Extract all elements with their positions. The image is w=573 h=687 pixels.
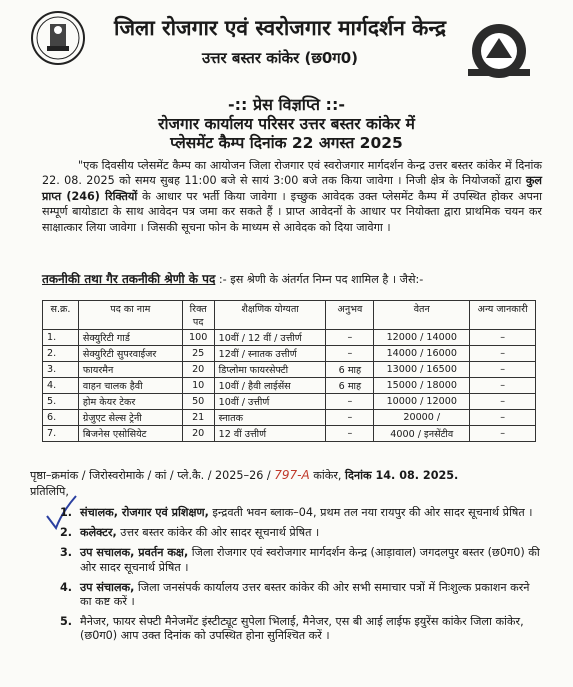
table-cell: 25 — [182, 346, 214, 362]
table-cell: 13000 / 16500 — [374, 362, 470, 378]
section-label: तकनीकी तथा गैर तकनीकी श्रेणी के पद — [42, 272, 216, 286]
table-cell: – — [470, 394, 536, 410]
table-row — [43, 362, 536, 378]
table-cell: बिजनेस एसोसियेट — [78, 426, 182, 442]
table-cell: सेक्युरिटी सुपरवाईजर — [78, 346, 182, 362]
table-row — [43, 330, 536, 346]
table-cell: फायरमैन — [78, 362, 182, 378]
list-item-text: इन्द्रवती भवन ब्लाक–04, प्रथम तल नया रायपुर की ओर सादर सूचनार्थ प्रेषित । — [208, 506, 533, 519]
employment-department-logo-icon — [462, 22, 536, 80]
table-cell: – — [326, 426, 374, 442]
header-other-info: अन्य जानकारी — [470, 301, 536, 330]
table-cell: 7. — [43, 426, 79, 442]
table-cell: 6 माह — [326, 362, 374, 378]
table-cell: 2. — [43, 346, 79, 362]
table-cell: 100 — [182, 330, 214, 346]
table-cell: 4000 / इनसेंटीव — [374, 426, 470, 442]
list-item-recipient: उप संचालक, — [80, 580, 135, 594]
list-item — [60, 546, 540, 574]
list-item — [60, 581, 540, 609]
table-cell: 12000 / 14000 — [374, 330, 470, 346]
table-cell: 20000 / — [374, 410, 470, 426]
table-cell: 12वीं / स्नातक उत्तीर्ण — [214, 346, 326, 362]
table-cell: – — [326, 394, 374, 410]
organization-name: जिला रोजगार एवं स्वरोजगार मार्गदर्शन केन्द्र — [114, 16, 446, 40]
table-cell: 12 वीं उत्तीर्ण — [214, 426, 326, 442]
table-cell: डिप्लोमा फायरसेफ्टी — [214, 362, 326, 378]
table-cell: 20 — [182, 426, 214, 442]
header-qualification: शैक्षणिक योग्यता — [214, 301, 326, 330]
table-cell: 10 — [182, 378, 214, 394]
table-cell: – — [470, 426, 536, 442]
heading-line-1: रोजगार कार्यालय परिसर उत्तर बस्तर कांकेर में — [158, 115, 415, 133]
table-cell: 21 — [182, 410, 214, 426]
table-cell: होम केयर टेकर — [78, 394, 182, 410]
heading-line-2: प्लेसमेंट कैम्प दिनांक 22 अगस्त 2025 — [170, 134, 403, 152]
body-paragraph — [42, 158, 542, 235]
paragraph-bold-vacancies: कुल प्राप्त (246) रिक्तियों — [42, 174, 542, 203]
table-cell: स्नातक — [214, 410, 326, 426]
table-row — [43, 346, 536, 362]
header-experience: अनुभव — [326, 301, 374, 330]
table-cell: – — [326, 410, 374, 426]
section-heading — [42, 270, 542, 287]
header-salary: वेतन — [374, 301, 470, 330]
table-cell: 10वीं / हैवी लाईसेंस — [214, 378, 326, 394]
table-cell: – — [326, 330, 374, 346]
list-item — [60, 526, 540, 540]
list-item-text: मैनेजर, फायर सेफ्टी मैनेजमेंट इंस्टीट्यूट सुपेला भिलाई, मैनेजर, एस बी आई लाईफ इयुरेंस कांकेर जिला कांकेर, (छ0ग0) आप उक्त दिनांक को उपस्थित होना सुनिश्चित करें । — [80, 615, 524, 643]
header-serial: स.क्र. — [43, 301, 79, 330]
table-cell: 50 — [182, 394, 214, 410]
table-cell: – — [470, 410, 536, 426]
table-row — [43, 394, 536, 410]
reference-date: दिनांक 14. 08. 2025. — [345, 469, 459, 482]
handwritten-dispatch-number: 797-A — [274, 468, 310, 482]
table-cell: – — [470, 330, 536, 346]
list-item-text: उत्तर बस्तर कांकेर की ओर सादर सूचनार्थ प्रेषित । — [116, 526, 320, 540]
press-release-title: -:: प्रेस विज्ञप्ति ::- — [228, 95, 345, 114]
table-cell: 5. — [43, 394, 79, 410]
table-cell: – — [470, 362, 536, 378]
table-cell: 6 माह — [326, 378, 374, 394]
list-item-number: 3. — [60, 546, 73, 560]
state-emblem-icon — [30, 10, 86, 66]
table-cell: 14000 / 16000 — [374, 346, 470, 362]
copy-to-label: प्रतिलिपि, — [30, 485, 69, 498]
list-item-number: 1. — [60, 506, 73, 519]
table-cell: – — [470, 346, 536, 362]
reference-line — [30, 468, 550, 483]
list-item — [60, 615, 540, 643]
reference-place: कांकेर, — [313, 469, 342, 482]
header-post-name: पद का नाम — [78, 301, 182, 330]
list-item-number: 4. — [60, 580, 73, 594]
table-header-row — [43, 301, 536, 330]
table-cell: 4. — [43, 378, 79, 394]
list-item-recipient: उप सचालक, प्रवर्तन कक्ष, — [80, 546, 189, 560]
list-item-number: 5. — [60, 615, 73, 629]
job-vacancy-table — [42, 300, 536, 442]
list-item-recipient: कलेक्टर, — [80, 526, 117, 540]
table-cell: – — [326, 346, 374, 362]
table-cell: 6. — [43, 410, 79, 426]
table-cell: सेक्युरिटी गार्ड — [78, 330, 182, 346]
table-cell: 10000 / 12000 — [374, 394, 470, 410]
organization-place: उत्तर बस्तर कांकेर (छ0ग0) — [201, 49, 359, 67]
paragraph-text-1: "एक दिवसीय प्लेसमेंट कैम्प का आयोजन जिला रोजगार एवं स्वरोजगार मार्गदर्शन केन्द्र उत्तर बस्तर कांकेर में दिनांक 22. 08. 2025 को समय सुबह 11:00 बजे से सायं 3:00 बजे तक किया जावेगा । निजी क्षेत्र के नियोजकों द्वारा — [42, 159, 542, 188]
list-item-number: 2. — [60, 526, 73, 540]
list-item — [60, 506, 540, 520]
section-text: :- इस श्रेणी के अंतर्गत निम्न पद शामिल है । जैसे:- — [218, 273, 424, 286]
table-cell: 3. — [43, 362, 79, 378]
list-item-text: जिला जनसंपर्क कार्यालय उत्तर बस्तर कांकेर की ओर सभी समाचार पत्रों में निःशुल्क प्रकाशन करने का कष्ट करें । — [80, 580, 530, 609]
table-row — [43, 410, 536, 426]
table-cell: – — [470, 378, 536, 394]
paragraph-text-2: के आधार पर भर्ती किया जावेगा । इच्छुक आवेदक उक्त प्लेसमेंट कैम्प में उपस्थित होकर अपना सम्पूर्ण बायोडाटा के साथ आवेदन पत्र जमा कर सकते हैं । प्राप्त आवेदनों के आधार पर नियोक्ता द्वारा प्राथमिक चयन कर साक्षात्कार लिया जावेगा । जिसकी सूचना फोन के माध्यम से आवेदक को दिया जावेगा । — [42, 189, 542, 234]
table-cell: 1. — [43, 330, 79, 346]
copy-recipients-list — [60, 506, 540, 650]
table-cell: 10वीं / उत्तीर्ण — [214, 394, 326, 410]
table-cell: 10वीं / 12 वीं / उत्तीर्ण — [214, 330, 326, 346]
table-cell: 15000 / 18000 — [374, 378, 470, 394]
table-cell: 20 — [182, 362, 214, 378]
reference-number: पृष्ठा–क्रमांक / जिरोस्वरोमाके / कां / प्ले.कै. / 2025–26 / — [30, 469, 271, 482]
list-item-text: जिला रोजगार एवं स्वरोजगार मार्गदर्शन केन्द्र (आड़ावाल) जगदलपुर बस्तर (छ0ग0) की ओर सादर सूचनार्थ प्रेषित । — [80, 546, 540, 574]
table-cell: वाहन चालक हैवी — [78, 378, 182, 394]
header-vacancies: रिक्त पद — [182, 301, 214, 330]
list-item-recipient: संचालक, रोजगार एवं प्रशिक्षण, — [80, 506, 209, 519]
table-cell: ग्रेजुएट सेल्स ट्रेनी — [78, 410, 182, 426]
table-row — [43, 378, 536, 394]
table-row — [43, 426, 536, 442]
